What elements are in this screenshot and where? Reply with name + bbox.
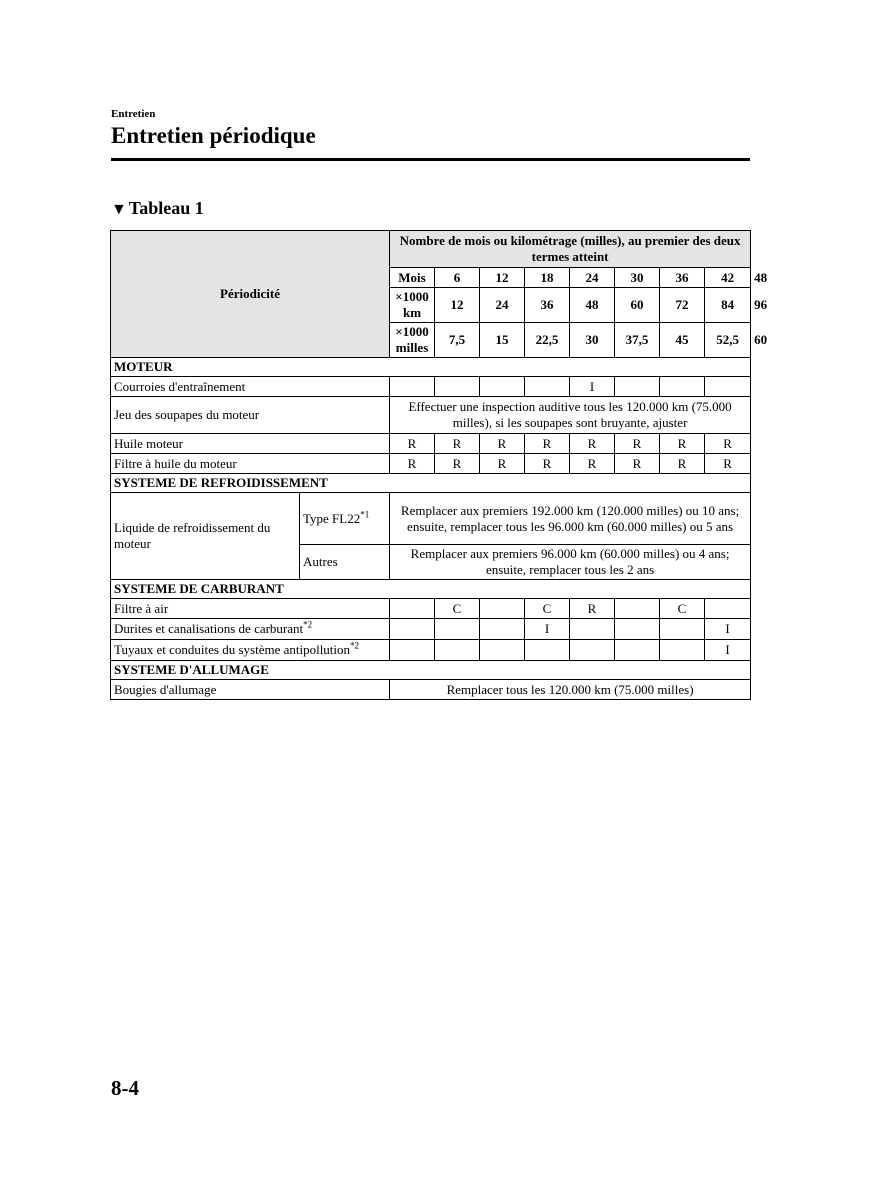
- section-heading: SYSTEME DE CARBURANT: [111, 580, 751, 599]
- row-label: Liquide de refroidissement du moteur: [111, 493, 300, 580]
- table-cell: R: [390, 434, 435, 454]
- table-cell: [615, 599, 660, 619]
- table-cell: [660, 640, 705, 661]
- table-cell: R: [705, 454, 751, 474]
- row-note: Remplacer aux premiers 192.000 km (120.000 milles) ou 10 ans; ensuite, remplacer tous les 96.000 km (60.000 milles) ou 5 ans: [390, 493, 751, 545]
- miles-cell: 7,5: [435, 323, 480, 358]
- row-label-text: Durites et canalisations de carburant: [114, 621, 304, 636]
- row-label: Filtre à huile du moteur: [111, 454, 390, 474]
- miles-label: ×1000 milles: [390, 323, 435, 358]
- table-cell: R: [660, 454, 705, 474]
- month-cell: 6: [435, 268, 480, 288]
- table-cell: R: [525, 434, 570, 454]
- month-cell: 12: [480, 268, 525, 288]
- row-label: Jeu des soupapes du moteur: [111, 397, 390, 434]
- table-cell: R: [435, 454, 480, 474]
- km-label: ×1000 km: [390, 288, 435, 323]
- table-row: [111, 640, 751, 661]
- section-heading: MOTEUR: [111, 358, 751, 377]
- table-cell: [480, 619, 525, 640]
- table-row: [111, 434, 751, 454]
- table-cell: [660, 619, 705, 640]
- row-label: [111, 640, 390, 661]
- table-cell: [480, 377, 525, 397]
- km-cell: 60: [615, 288, 660, 323]
- table-row: [111, 599, 751, 619]
- row-label-text: Tuyaux et conduites du système antipollution: [114, 642, 351, 657]
- table-cell: [660, 377, 705, 397]
- section-row-refroidissement: [111, 474, 751, 493]
- footnote-marker: *2: [303, 619, 313, 630]
- table-cell: R: [705, 434, 751, 454]
- section-heading: SYSTEME DE REFROIDISSEMENT: [111, 474, 751, 493]
- km-cell: 36: [525, 288, 570, 323]
- table-cell: [480, 599, 525, 619]
- periodicity-header: Périodicité: [111, 231, 390, 358]
- month-cell: 18: [525, 268, 570, 288]
- section-heading: SYSTEME D'ALLUMAGE: [111, 661, 751, 680]
- table-cell: [525, 640, 570, 661]
- table-cell: C: [660, 599, 705, 619]
- months-row: Mois 6 12 18 24 30 36 42 48: [111, 268, 751, 288]
- miles-cell: 45: [660, 323, 705, 358]
- miles-cell: 37,5: [615, 323, 660, 358]
- table-cell: R: [615, 434, 660, 454]
- table-cell: I: [570, 377, 615, 397]
- table-title-text: Tableau 1: [128, 198, 204, 218]
- table-cell: C: [525, 599, 570, 619]
- table-title: [111, 197, 204, 221]
- table-cell: [480, 640, 525, 661]
- table-cell: R: [390, 454, 435, 474]
- table-cell: R: [615, 454, 660, 474]
- table-cell: [390, 640, 435, 661]
- table-cell: [435, 640, 480, 661]
- row-label: [111, 619, 390, 640]
- km-cell: 12: [435, 288, 480, 323]
- km-row: ×1000 km 12 24 36 48 60 72 84 96: [111, 288, 751, 323]
- table-cell: [390, 599, 435, 619]
- month-cell: 42: [705, 268, 751, 288]
- table-cell: R: [660, 434, 705, 454]
- table-row: [111, 454, 751, 474]
- month-cell: 24: [570, 268, 615, 288]
- section-label: Entretien: [111, 108, 156, 120]
- section-row-allumage: [111, 661, 751, 680]
- table-cell: [570, 619, 615, 640]
- footnote-marker: *2: [350, 640, 360, 651]
- table-cell: [705, 377, 751, 397]
- sub-label-text: Type FL22: [303, 510, 361, 526]
- table-cell: C: [435, 599, 480, 619]
- miles-cell: 22,5: [525, 323, 570, 358]
- page-number: 8-4: [111, 1076, 139, 1100]
- table-cell: [390, 619, 435, 640]
- title-divider: [111, 158, 750, 161]
- table-cell: I: [705, 619, 751, 640]
- table-cell: [705, 599, 751, 619]
- row-label: Huile moteur: [111, 434, 390, 454]
- table-cell: [615, 619, 660, 640]
- table-row: [111, 493, 751, 545]
- miles-cell: 15: [480, 323, 525, 358]
- row-label: Filtre à air: [111, 599, 390, 619]
- table-cell: R: [570, 454, 615, 474]
- triangle-down-icon: ▼: [111, 201, 127, 218]
- table-cell: [525, 377, 570, 397]
- km-cell: 72: [660, 288, 705, 323]
- table-cell: [435, 377, 480, 397]
- table-cell: R: [480, 434, 525, 454]
- table-cell: R: [525, 454, 570, 474]
- table-cell: [435, 619, 480, 640]
- months-label: Mois: [390, 268, 435, 288]
- table-row: [111, 680, 751, 700]
- page-title: Entretien périodique: [111, 123, 316, 148]
- table-cell: [390, 377, 435, 397]
- month-cell: 36: [660, 268, 705, 288]
- table-cell: [615, 640, 660, 661]
- table-cell: I: [705, 640, 751, 661]
- row-label: Bougies d'allumage: [111, 680, 390, 700]
- table-cell: R: [480, 454, 525, 474]
- table-cell: R: [570, 434, 615, 454]
- maintenance-table: [110, 230, 768, 700]
- section-row-moteur: [111, 358, 751, 377]
- table-row: [111, 619, 751, 640]
- row-note: Remplacer tous les 120.000 km (75.000 milles): [390, 680, 751, 700]
- km-cell: 48: [570, 288, 615, 323]
- table-cell: [570, 640, 615, 661]
- table-cell: I: [525, 619, 570, 640]
- section-row-carburant: [111, 580, 751, 599]
- miles-cell: 30: [570, 323, 615, 358]
- sub-label: Autres: [300, 545, 390, 580]
- km-cell: 24: [480, 288, 525, 323]
- interval-caption: Nombre de mois ou kilométrage (milles), au premier des deux termes atteint: [390, 231, 751, 268]
- row-note: Effectuer une inspection auditive tous les 120.000 km (75.000 milles), si les soupapes sont bruyante, ajuster: [390, 397, 751, 434]
- table-cell: R: [570, 599, 615, 619]
- footnote-marker: *1: [360, 509, 370, 520]
- table-row: [111, 397, 751, 434]
- month-cell: 30: [615, 268, 660, 288]
- table-row: [111, 377, 751, 397]
- miles-cell: 52,5: [705, 323, 751, 358]
- table-cell: [615, 377, 660, 397]
- miles-row: ×1000 milles 7,5 15 22,5 30 37,5 45 52,5 60: [111, 323, 751, 358]
- table-cell: R: [435, 434, 480, 454]
- sub-label: [300, 493, 390, 545]
- km-cell: 84: [705, 288, 751, 323]
- row-note: Remplacer aux premiers 96.000 km (60.000 milles) ou 4 ans; ensuite, remplacer tous les 2 ans: [390, 545, 751, 580]
- row-label: Courroies d'entraînement: [111, 377, 390, 397]
